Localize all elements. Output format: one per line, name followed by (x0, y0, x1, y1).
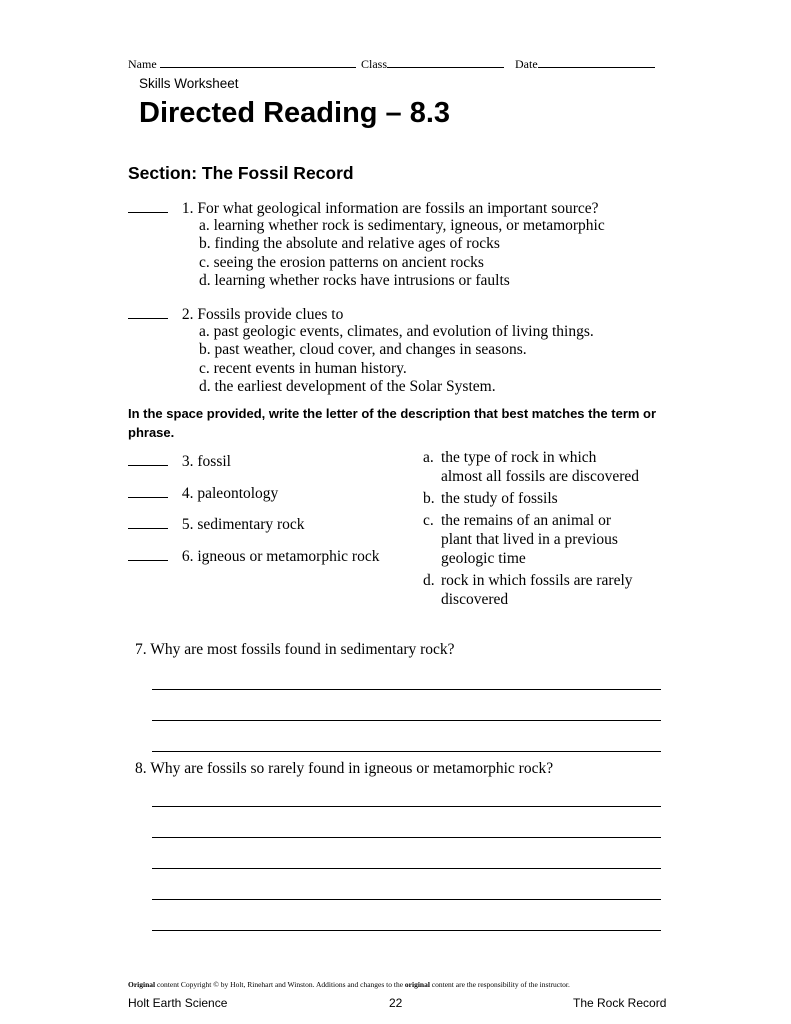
header-date-field[interactable] (515, 55, 655, 72)
q7-answer-line[interactable] (152, 720, 661, 721)
matching-instructions: In the space provided, write the letter of the description that best matches the term or phrase. (128, 406, 657, 440)
q8-answer-line[interactable] (152, 806, 661, 807)
copyright-notice (128, 980, 570, 989)
description-a-letter: a. (423, 449, 434, 466)
description-a-line-1: the type of rock in which (441, 449, 597, 466)
question-1-text: 1. For what geological information are fossils an important source? (181, 200, 599, 217)
q7-answer-line[interactable] (152, 689, 661, 690)
answer-blank-6[interactable] (128, 546, 168, 561)
date-line[interactable] (538, 55, 655, 68)
answer-blank-4[interactable] (128, 483, 168, 498)
q1-choice-b: b. finding the absolute and relative ages of rocks (199, 235, 500, 252)
description-c-line-1: the remains of an animal or (441, 512, 612, 529)
description-d-letter: d. (423, 572, 435, 589)
name-line[interactable] (160, 55, 356, 68)
q2-choice-b: b. past weather, cloud cover, and changes in seasons. (199, 341, 527, 358)
answer-blank-1[interactable] (128, 198, 168, 213)
q1-choice-c: c. seeing the erosion patterns on ancient rocks (199, 254, 484, 271)
q2-choice-a: a. past geologic events, climates, and evolution of living things. (199, 323, 594, 340)
q8-answer-line[interactable] (152, 899, 661, 900)
answer-blank-3[interactable] (128, 451, 168, 466)
answer-blank-5[interactable] (128, 514, 168, 529)
class-line[interactable] (387, 55, 504, 68)
footer-book-title: Holt Earth Science (128, 996, 228, 1010)
copyright-original-2: original (404, 980, 430, 989)
q7-answer-line[interactable] (152, 751, 661, 752)
page-title: Directed Reading – 8.3 (139, 97, 451, 129)
question-8-text: 8. Why are fossils so rarely found in igneous or metamorphic rock? (135, 760, 554, 777)
term-4 (128, 483, 278, 504)
q1-choice-d: d. learning whether rocks have intrusions or faults (199, 272, 510, 289)
q1-choice-a: a. learning whether rock is sedimentary, igneous, or metamorphic (199, 217, 605, 234)
worksheet-type: Skills Worksheet (139, 76, 239, 91)
header-name-field[interactable] (128, 55, 356, 72)
footer-chapter-title: The Rock Record (573, 996, 667, 1010)
term-3 (128, 451, 231, 472)
question-2-text: 2. Fossils provide clues to (181, 306, 344, 323)
description-b-line-1: the study of fossils (441, 490, 558, 507)
q8-answer-line[interactable] (152, 868, 661, 869)
question-1 (128, 198, 599, 219)
question-2 (128, 304, 343, 325)
section-title: Section: The Fossil Record (128, 163, 354, 183)
copyright-text-2: content are the responsibility of the instructor. (429, 980, 570, 989)
term-5-text: 5. sedimentary rock (181, 516, 305, 533)
answer-blank-2[interactable] (128, 304, 168, 319)
copyright-text-1: content Copyright © by Holt, Rinehart and Winston. Additions and changes to the (155, 980, 405, 989)
term-4-text: 4. paleontology (181, 485, 279, 502)
description-c-letter: c. (423, 512, 434, 529)
header-class-field[interactable] (361, 55, 504, 72)
term-6 (128, 546, 379, 567)
copyright-original-1: Original (128, 980, 156, 989)
description-b-letter: b. (423, 490, 435, 507)
name-label: Name (128, 57, 157, 71)
description-d-line-1: rock in which fossils are rarely (441, 572, 633, 589)
description-c-line-2: plant that lived in a previous (441, 531, 618, 548)
term-5 (128, 514, 305, 535)
q8-answer-line[interactable] (152, 930, 661, 931)
class-label: Class (361, 57, 388, 71)
q2-choice-d: d. the earliest development of the Solar System. (199, 378, 496, 395)
question-7-text: 7. Why are most fossils found in sedimentary rock? (135, 641, 455, 658)
term-6-text: 6. igneous or metamorphic rock (181, 548, 380, 565)
description-d-line-2: discovered (441, 591, 509, 608)
q2-choice-c: c. recent events in human history. (199, 360, 407, 377)
date-label: Date (515, 57, 538, 71)
footer-page-number: 22 (389, 996, 403, 1010)
q8-answer-line[interactable] (152, 837, 661, 838)
term-3-text: 3. fossil (181, 453, 231, 470)
description-a-line-2: almost all fossils are discovered (441, 468, 640, 485)
description-c-line-3: geologic time (441, 550, 526, 567)
